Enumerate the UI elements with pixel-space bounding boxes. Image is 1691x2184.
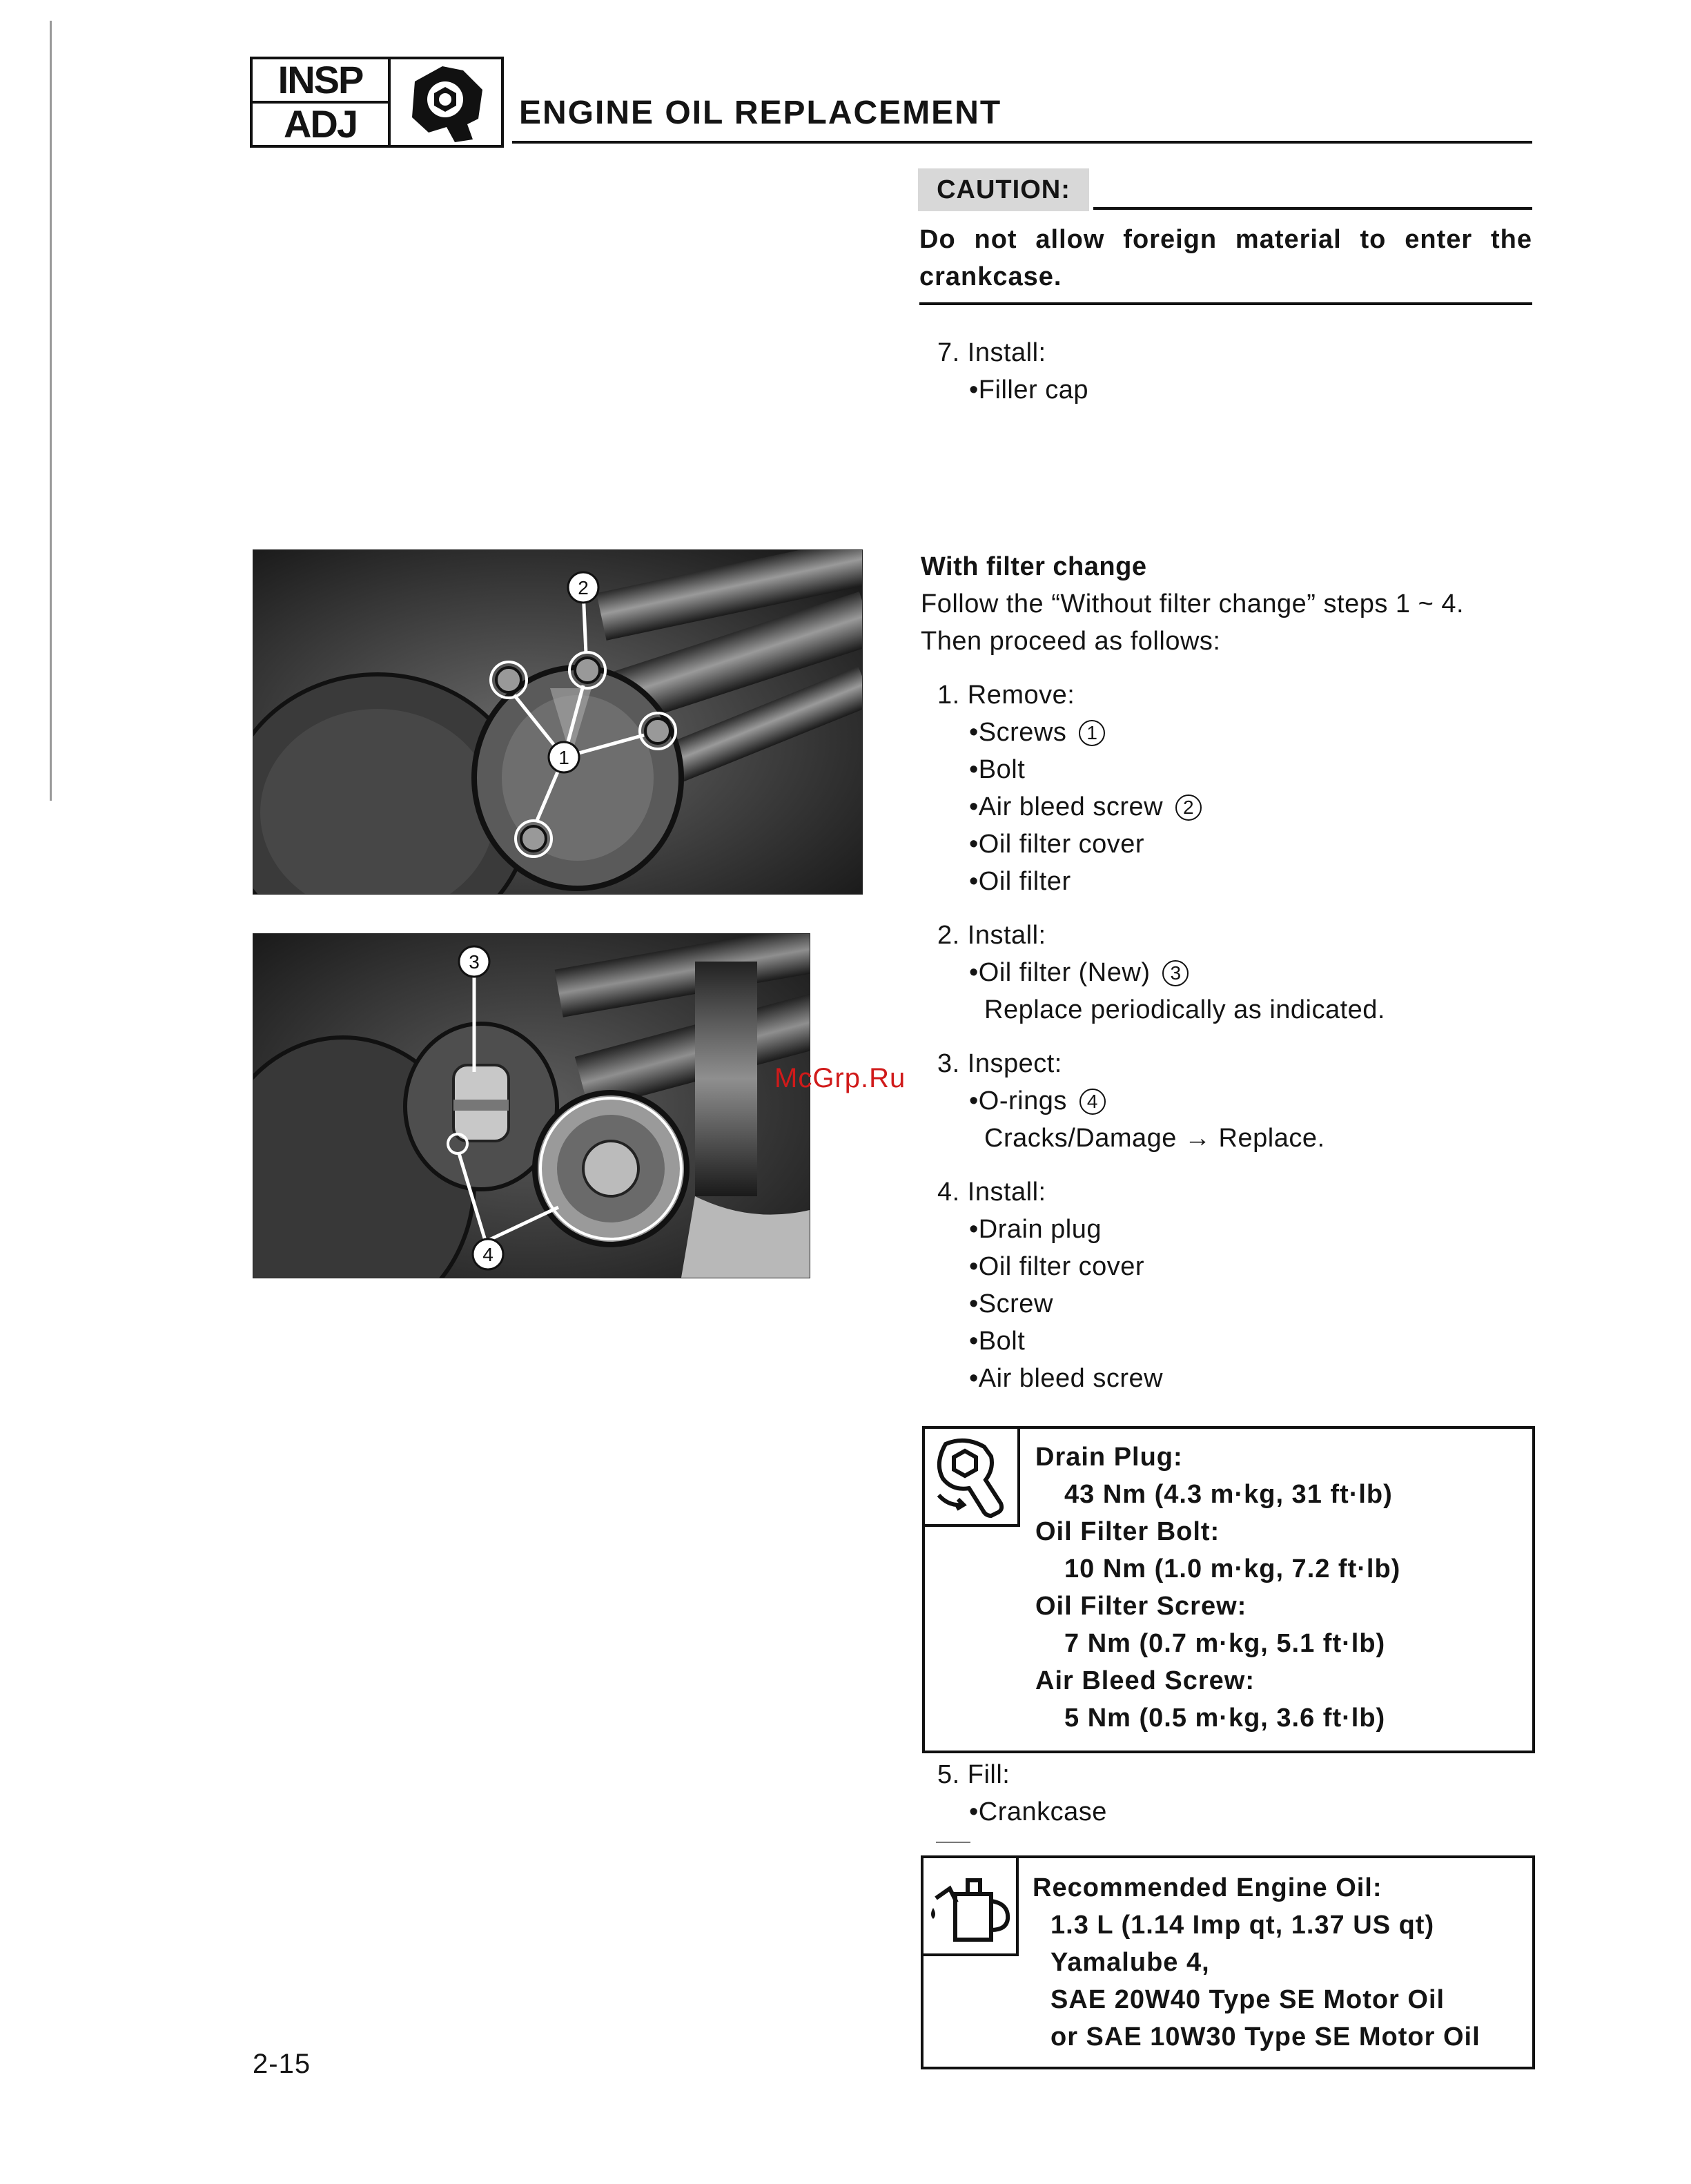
- spec-value: 43 Nm (4.3 m·kg, 31 ft·lb): [1064, 1480, 1393, 1509]
- item-note: Cracks/Damage → Replace.: [984, 1124, 1325, 1153]
- step-action: Fill:: [967, 1760, 1010, 1789]
- step-3: [937, 1045, 1062, 1082]
- list-item: •Bolt: [969, 755, 1026, 784]
- binding-edge-line: [50, 21, 52, 801]
- spec-value: 7 Nm (0.7 m·kg, 5.1 ft·lb): [1064, 1629, 1386, 1658]
- list-item: •Drain plug: [969, 1215, 1102, 1244]
- step-4: [937, 1173, 1046, 1211]
- callout-ref: 3: [1162, 960, 1189, 986]
- insp-adj-badge: [250, 57, 504, 148]
- caution-text: Do not allow foreign material to enter the crankcase.: [919, 225, 1532, 291]
- spec-value: or SAE 10W30 Type SE Motor Oil: [1050, 2022, 1480, 2051]
- step-action: Install:: [967, 338, 1046, 367]
- step-7-item: •Filler cap: [969, 376, 1088, 404]
- caution-bottom-rule: [919, 302, 1532, 305]
- step-5: [937, 1756, 1010, 1793]
- intro-line-1: Follow the “Without filter change” steps 1 ~ 4.: [921, 589, 1465, 618]
- list-item: •Oil filter: [969, 867, 1071, 896]
- list-item: [969, 1082, 1106, 1120]
- spec-label: Oil Filter Bolt:: [1035, 1517, 1220, 1546]
- callout-ref: 4: [1079, 1089, 1106, 1115]
- step-number: 7.: [937, 338, 960, 367]
- callout-ref: 2: [1175, 794, 1202, 821]
- wrench-icon: [391, 59, 501, 145]
- spec-value: Yamalube 4,: [1050, 1948, 1210, 1977]
- callout-1: 1: [558, 747, 569, 768]
- intro-line-2: Then proceed as follows:: [921, 627, 1221, 656]
- spec-value: 10 Nm (1.0 m·kg, 7.2 ft·lb): [1064, 1554, 1401, 1583]
- badge-adj: ADJ: [283, 102, 358, 146]
- list-item: [969, 788, 1202, 826]
- item-text: •Screws: [969, 718, 1067, 747]
- step-action: Install:: [967, 921, 1046, 950]
- list-item: •Bolt: [969, 1327, 1026, 1356]
- spec-label: Oil Filter Screw:: [1035, 1592, 1247, 1621]
- watermark: McGrp.Ru: [774, 1063, 906, 1093]
- step-action: Remove:: [967, 681, 1075, 710]
- separator-dash: [936, 1842, 970, 1843]
- spec-label: Drain Plug:: [1035, 1443, 1183, 1472]
- spec-label: Recommended Engine Oil:: [1033, 1873, 1382, 1902]
- page-number: 2-15: [253, 2049, 311, 2079]
- engine-photo-filter-cover: [253, 549, 863, 895]
- caution-label: CAUTION:: [918, 168, 1089, 211]
- step-number: 3.: [937, 1049, 960, 1078]
- spec-value: SAE 20W40 Type SE Motor Oil: [1050, 1985, 1445, 2014]
- step-action: Inspect:: [967, 1049, 1062, 1078]
- list-item: •Screw: [969, 1289, 1053, 1318]
- caution-top-rule: [1093, 207, 1532, 210]
- page-title: ENGINE OIL REPLACEMENT: [519, 95, 1002, 131]
- list-item: •Crankcase: [969, 1797, 1107, 1826]
- list-item: [969, 714, 1105, 751]
- item-text: •Oil filter (New): [969, 958, 1151, 987]
- title-rule: [512, 141, 1532, 144]
- spec-value: 1.3 L (1.14 Imp qt, 1.37 US qt): [1050, 1911, 1435, 1940]
- engine-photo-oil-filter: [253, 933, 810, 1278]
- list-item: •Air bleed screw: [969, 1364, 1164, 1393]
- step-number: 5.: [937, 1760, 960, 1789]
- spec-label: Air Bleed Screw:: [1035, 1666, 1255, 1695]
- oil-can-icon: [921, 1855, 1019, 1956]
- step-1: [937, 676, 1075, 714]
- callout-2: 2: [578, 577, 589, 598]
- badge-insp: INSP: [253, 59, 388, 104]
- step-number: 2.: [937, 921, 960, 950]
- item-text: •O-rings: [969, 1086, 1067, 1115]
- callout-3: 3: [469, 951, 480, 973]
- badge-text: [253, 59, 391, 145]
- step-2: [937, 917, 1046, 954]
- list-item: •Oil filter cover: [969, 1252, 1145, 1281]
- step-action: Install:: [967, 1178, 1046, 1207]
- section-heading: With filter change: [921, 552, 1147, 581]
- list-item: •Oil filter cover: [969, 830, 1145, 859]
- item-note: Replace periodically as indicated.: [984, 995, 1385, 1024]
- callout-4: 4: [482, 1244, 493, 1265]
- step-number: 4.: [937, 1178, 960, 1207]
- callout-ref: 1: [1079, 720, 1105, 746]
- step-7: [937, 334, 1046, 371]
- torque-wrench-icon: [922, 1426, 1020, 1527]
- item-text: •Air bleed screw: [969, 792, 1164, 821]
- step-number: 1.: [937, 681, 960, 710]
- list-item: [969, 954, 1189, 991]
- spec-value: 5 Nm (0.5 m·kg, 3.6 ft·lb): [1064, 1704, 1386, 1733]
